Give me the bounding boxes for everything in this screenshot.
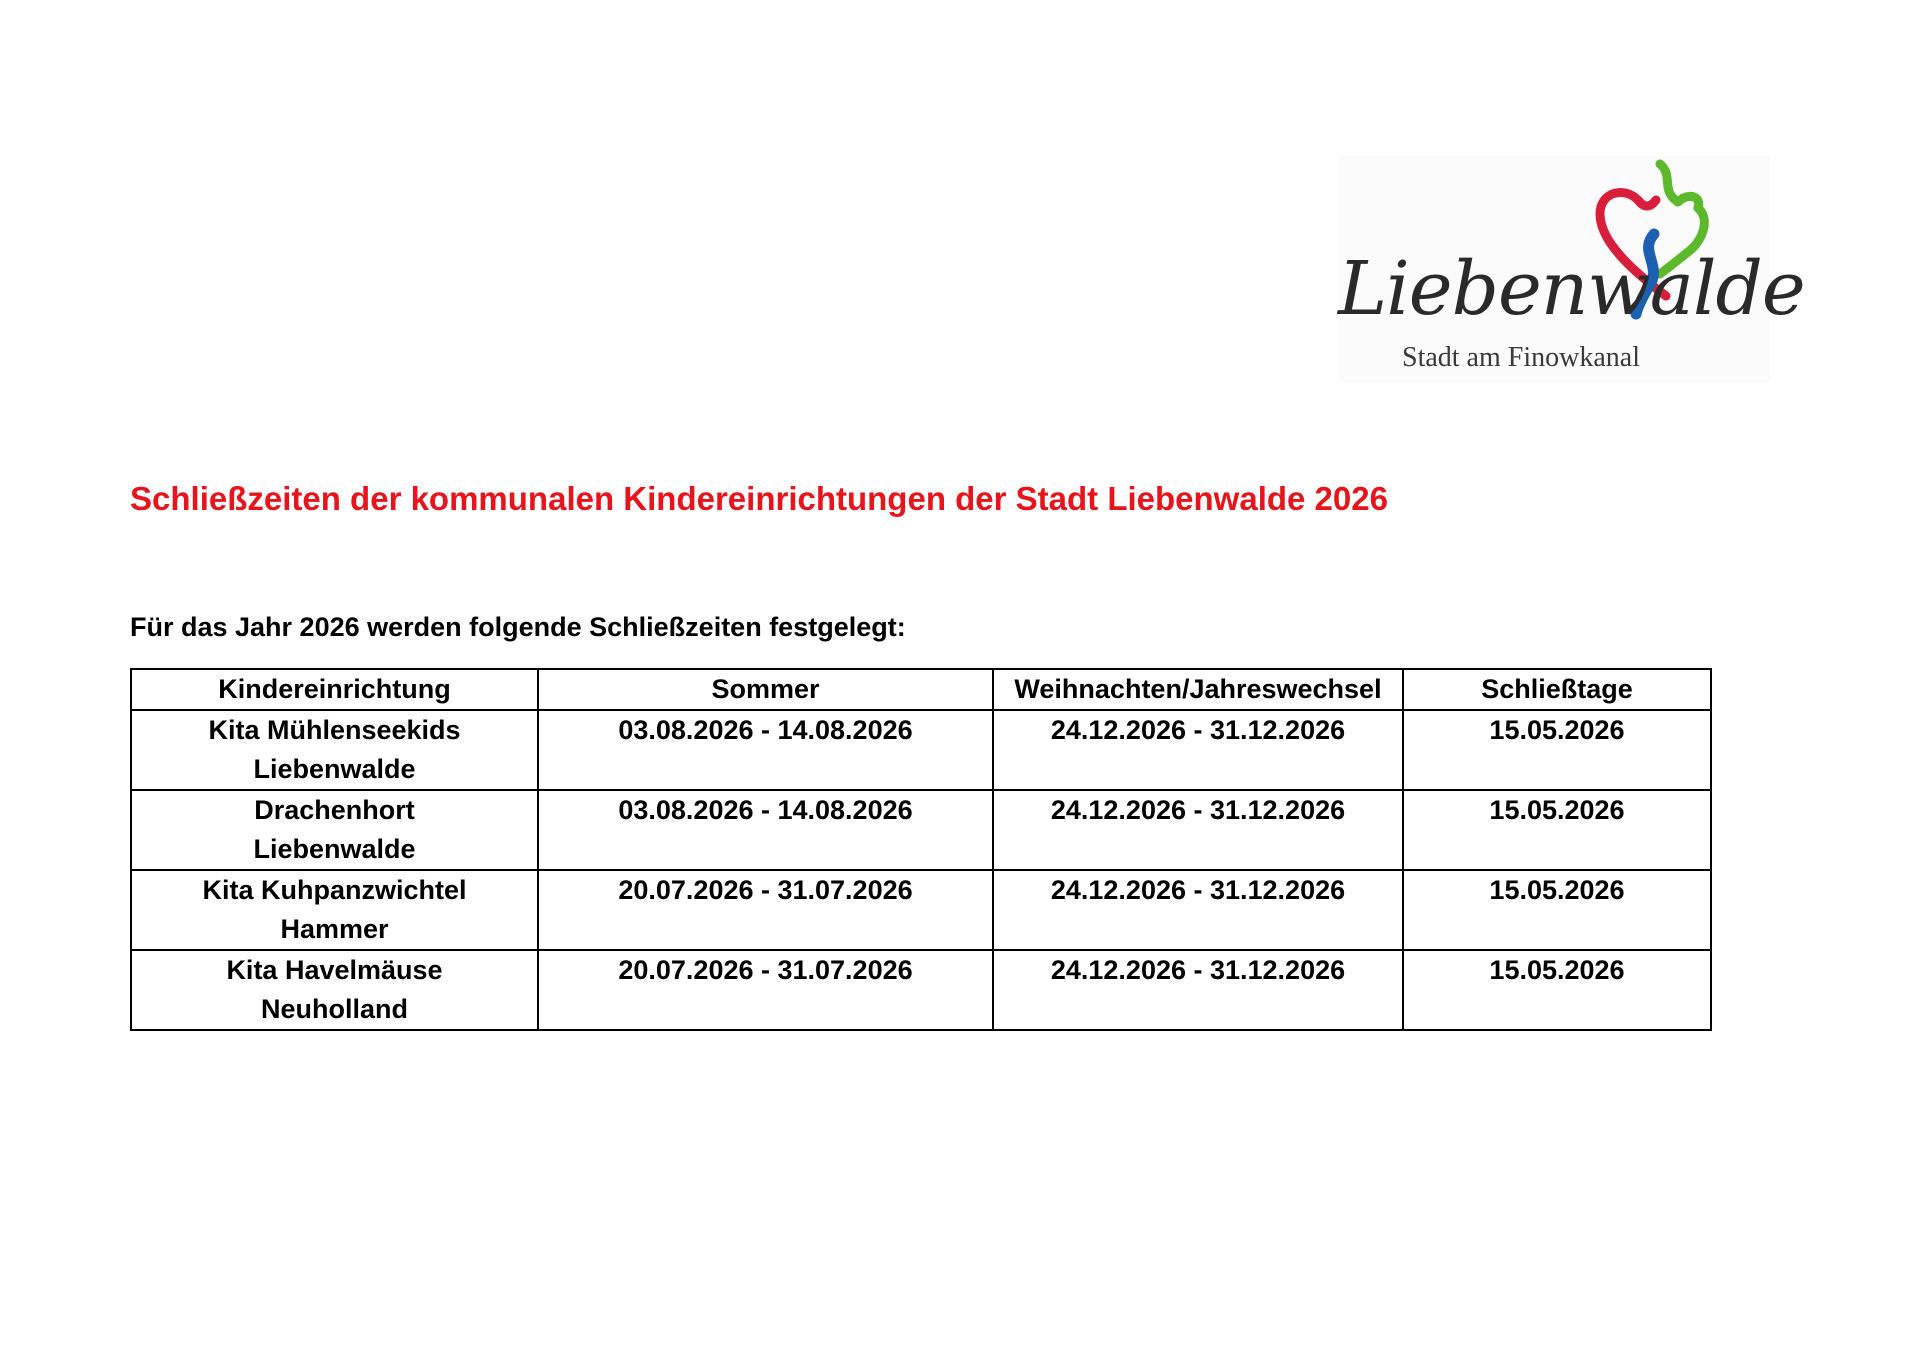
facility-cell bbox=[131, 870, 538, 950]
christmas-cell: 24.12.2026 - 31.12.2026 bbox=[993, 790, 1403, 870]
header-summer: Sommer bbox=[538, 669, 993, 710]
table-header-row bbox=[131, 669, 1711, 710]
header-christmas: Weihnachten/Jahreswechsel bbox=[993, 669, 1403, 710]
facility-name: Kita Havelmäuse bbox=[226, 955, 443, 985]
summer-cell: 20.07.2026 - 31.07.2026 bbox=[538, 870, 993, 950]
facility-location: Liebenwalde bbox=[253, 834, 416, 864]
christmas-cell: 24.12.2026 - 31.12.2026 bbox=[993, 710, 1403, 790]
table-row bbox=[131, 710, 1711, 790]
summer-cell: 03.08.2026 - 14.08.2026 bbox=[538, 710, 993, 790]
christmas-cell: 24.12.2026 - 31.12.2026 bbox=[993, 870, 1403, 950]
liebenwalde-logo bbox=[1338, 156, 1805, 382]
table-row bbox=[131, 950, 1711, 1030]
facility-location: Hammer bbox=[280, 914, 389, 944]
logo-wordmark: Liebenwalde bbox=[1338, 246, 1805, 332]
facility-cell bbox=[131, 950, 538, 1030]
header-closing-days: Schließtage bbox=[1403, 669, 1711, 710]
facility-location: Neuholland bbox=[261, 994, 408, 1024]
closing-days-cell: 15.05.2026 bbox=[1403, 870, 1711, 950]
header-facility: Kindereinrichtung bbox=[131, 669, 538, 710]
facility-cell bbox=[131, 790, 538, 870]
intro-text: Für das Jahr 2026 werden folgende Schließzeiten festgelegt: bbox=[130, 612, 906, 642]
summer-cell: 20.07.2026 - 31.07.2026 bbox=[538, 950, 993, 1030]
facility-cell bbox=[131, 710, 538, 790]
table-row bbox=[131, 790, 1711, 870]
facility-name: Kita Mühlenseekids bbox=[208, 715, 461, 745]
page-title: Schließzeiten der kommunalen Kindereinrichtungen der Stadt Liebenwalde 2026 bbox=[130, 480, 1388, 517]
christmas-cell: 24.12.2026 - 31.12.2026 bbox=[993, 950, 1403, 1030]
facility-name: Drachenhort bbox=[254, 795, 415, 825]
facility-location: Liebenwalde bbox=[253, 754, 416, 784]
table-row bbox=[131, 870, 1711, 950]
closing-days-cell: 15.05.2026 bbox=[1403, 950, 1711, 1030]
logo-tagline: Stadt am Finowkanal bbox=[1402, 342, 1640, 373]
closing-times-table bbox=[130, 668, 1712, 1031]
summer-cell: 03.08.2026 - 14.08.2026 bbox=[538, 790, 993, 870]
closing-days-cell: 15.05.2026 bbox=[1403, 710, 1711, 790]
facility-name: Kita Kuhpanzwichtel bbox=[202, 875, 467, 905]
closing-days-cell: 15.05.2026 bbox=[1403, 790, 1711, 870]
